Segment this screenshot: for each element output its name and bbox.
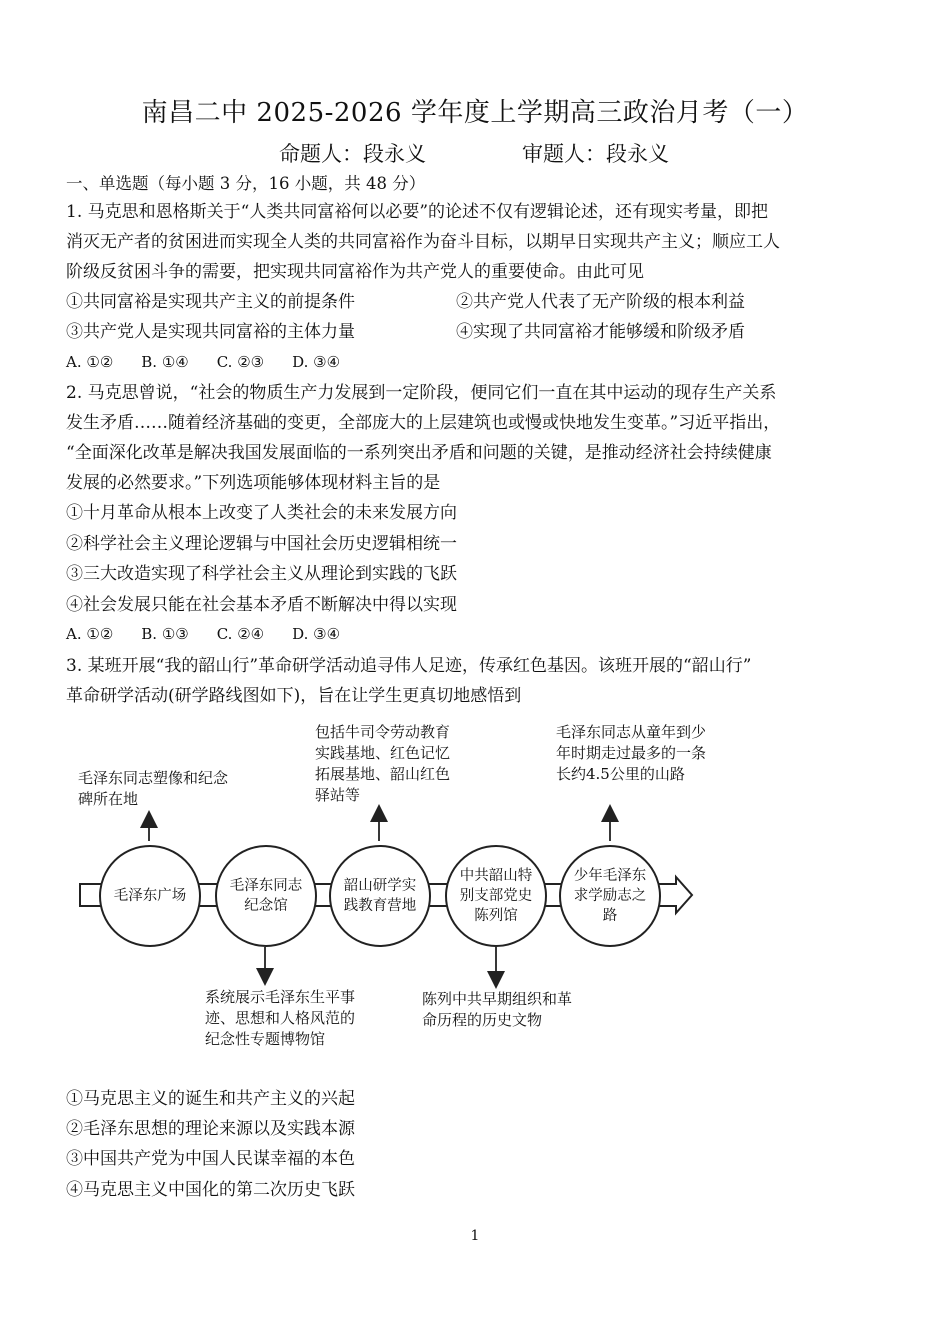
route-note-5: 毛泽东同志从童年到少年时期走过最多的一条长约4.5公里的山路 bbox=[556, 723, 707, 783]
q1-line-3: 阶级反贫困斗争的需要，把实现共同富裕作为共产党人的重要使命。由此可见 bbox=[66, 262, 644, 282]
q2-line-3: “全面深化改革是解决我国发展面临的一系列突出矛盾和问题的关键，是推动经济社会持续健康 bbox=[66, 443, 772, 463]
q1-option-2: ②共产党人代表了无产阶级的根本利益 bbox=[456, 292, 745, 312]
q2-line-4: 发展的必然要求。”下列选项能够体现材料主旨的是 bbox=[66, 473, 441, 493]
route-node-4: 中共韶山特别支部党史陈列馆 bbox=[445, 845, 547, 947]
question-setter: 命题人：段永义 bbox=[279, 142, 426, 166]
route-note-4: 陈列中共早期组织和革命历程的历史文物 bbox=[422, 990, 573, 1029]
page-number: 1 bbox=[470, 1228, 480, 1244]
q2-line-2: 发生矛盾……随着经济基础的变更，全部庞大的上层建筑也或慢或快地发生变革。”习近平指出， bbox=[66, 413, 781, 433]
q2-option-4: ④社会发展只能在社会基本矛盾不断解决中得以实现 bbox=[66, 595, 457, 615]
page-title: 南昌二中 2025-2026 学年度上学期高三政治月考（一） bbox=[141, 98, 809, 128]
q2-line-1: 2. 马克思曾说，“社会的物质生产力发展到一定阶段，便同它们一直在其中运动的现存生产关系 bbox=[66, 383, 777, 403]
q3-option-4: ④马克思主义中国化的第二次历史飞跃 bbox=[66, 1180, 355, 1200]
q3-line-2: 革命研学活动(研学路线图如下)，旨在让学生更真切地感悟到 bbox=[66, 686, 522, 706]
q3-option-1: ①马克思主义的诞生和共产主义的兴起 bbox=[66, 1089, 355, 1109]
route-note-1: 毛泽东同志塑像和纪念碑所在地 bbox=[78, 769, 229, 808]
q3-option-3: ③中国共产党为中国人民谋幸福的本色 bbox=[66, 1149, 355, 1169]
route-diagram bbox=[0, 715, 950, 1085]
q2-choice-a[interactable]: A. ①② bbox=[66, 625, 114, 643]
q2-choice-c[interactable]: C. ②④ bbox=[216, 625, 265, 643]
q1-option-3: ③共产党人是实现共同富裕的主体力量 bbox=[66, 322, 355, 342]
q2-option-1: ①十月革命从根本上改变了人类社会的未来发展方向 bbox=[66, 503, 457, 523]
q2-choices bbox=[66, 625, 368, 643]
q2-choice-d[interactable]: D. ③④ bbox=[292, 625, 341, 643]
q2-option-3: ③三大改造实现了科学社会主义从理论到实践的飞跃 bbox=[66, 564, 457, 584]
route-node-5: 少年毛泽东求学励志之路 bbox=[559, 845, 661, 947]
q1-choice-b[interactable]: B. ①④ bbox=[141, 353, 189, 371]
question-reviewer: 审题人：段永义 bbox=[522, 142, 669, 166]
route-node-2: 毛泽东同志纪念馆 bbox=[215, 845, 317, 947]
q2-choice-b[interactable]: B. ①③ bbox=[141, 625, 189, 643]
route-node-1: 毛泽东广场 bbox=[99, 845, 201, 947]
q1-line-1: 1. 马克思和恩格斯关于“人类共同富裕何以必要”的论述不仅有逻辑论述，还有现实考量，即把 bbox=[66, 202, 769, 222]
q1-choices bbox=[66, 353, 368, 371]
q1-line-2: 消灭无产者的贫困进而实现全人类的共同富裕作为奋斗目标，以期早日实现共产主义；顺应工人 bbox=[66, 232, 780, 252]
q3-line-1: 3. 某班开展“我的韶山行”革命研学活动追寻伟人足迹，传承红色基因。该班开展的“韶山行” bbox=[66, 656, 752, 676]
q1-option-1: ①共同富裕是实现共产主义的前提条件 bbox=[66, 292, 355, 312]
q1-choice-c[interactable]: C. ②③ bbox=[216, 353, 265, 371]
section-heading: 一、单选题（每小题 3 分，16 小题，共 48 分） bbox=[66, 174, 426, 193]
route-node-3: 韶山研学实践教育营地 bbox=[329, 845, 431, 947]
q1-choice-a[interactable]: A. ①② bbox=[66, 353, 114, 371]
q1-choice-d[interactable]: D. ③④ bbox=[292, 353, 341, 371]
q1-option-4: ④实现了共同富裕才能够缓和阶级矛盾 bbox=[456, 322, 745, 342]
q3-option-2: ②毛泽东思想的理论来源以及实践本源 bbox=[66, 1119, 355, 1139]
route-note-3: 包括牛司令劳动教育实践基地、红色记忆拓展基地、韶山红色驿站等 bbox=[315, 723, 451, 804]
route-note-2: 系统展示毛泽东生平事迹、思想和人格风范的纪念性专题博物馆 bbox=[205, 988, 356, 1048]
q2-option-2: ②科学社会主义理论逻辑与中国社会历史逻辑相统一 bbox=[66, 534, 457, 554]
